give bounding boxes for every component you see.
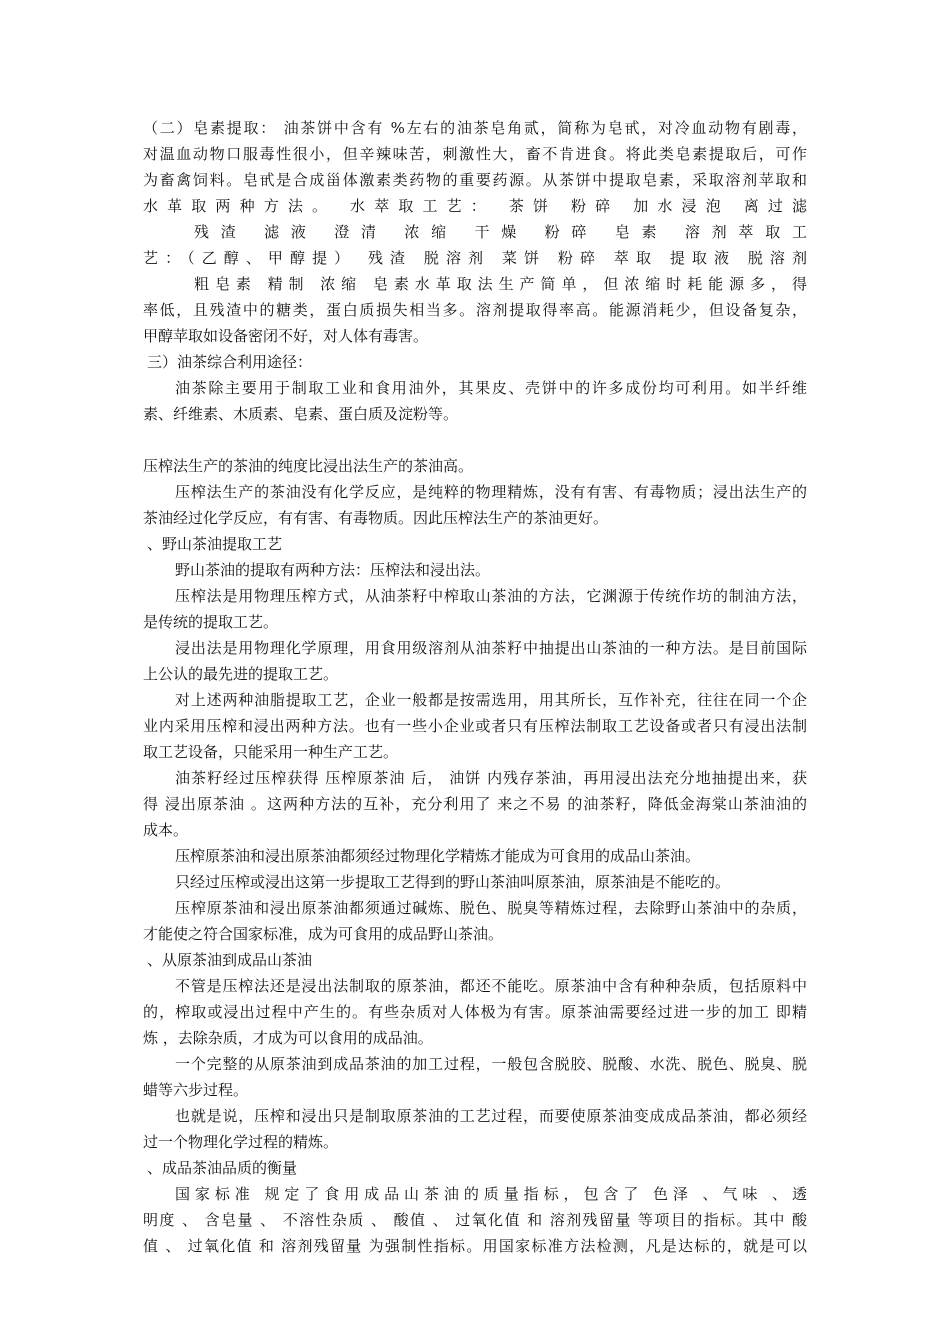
text-line: 浸出法是用物理化学原理，用食用级溶剂从油茶籽中抽提出山茶油的一种方法。是目前国际 <box>175 639 807 657</box>
text-line: 才能使之符合国家标准，成为可食用的成品野山茶油。 <box>143 925 504 943</box>
text-line: 压榨法生产的茶油没有化学反应，是纯粹的物理精炼，没有有害、有毒物质；浸出法生产的 <box>175 483 807 501</box>
text-line: 压榨原茶油和浸出原茶油都须经过物理化学精炼才能成为可食用的成品山茶油。 <box>175 847 701 865</box>
text-line: 水革取两种方法。 水萃取工艺： 茶饼 粉碎 加水浸泡 离过滤 <box>143 197 807 215</box>
text-line: 取工艺设备，只能采用一种生产工艺。 <box>143 743 399 761</box>
text-line: 压榨法是用物理压榨方式，从油茶籽中榨取山茶油的方法，它渊源于传统作坊的制油方法， <box>175 587 807 605</box>
text-line: 对温血动物口服毒性很小，但辛辣味苦，刺激性大，畜不肯进食。将此类皂素提取后，可作 <box>143 145 807 163</box>
text-line: 甲醇苹取如设备密闭不好，对人体有毒害。 <box>143 327 429 345</box>
text-line: 压榨原茶油和浸出原茶油都须通过碱炼、脱色、脱臭等精炼过程，去除野山茶油中的杂质， <box>175 899 807 917</box>
text-line: 的，榨取或浸出过程中产生的。有些杂质对人体极为有害。原茶油需要经过进一步的加工 即精 <box>143 1003 807 1021</box>
text-line: 只经过压榨或浸出这第一步提取工艺得到的野山茶油叫原茶油，原茶油是不能吃的。 <box>175 873 731 891</box>
text-line: （二）皂素提取： 油茶饼中含有 %左右的油茶皂角贰，简称为皂甙，对冷血动物有剧毒， <box>143 119 807 137</box>
section-heading: 、野山茶油提取工艺 <box>147 535 283 553</box>
text-line: 过一个物理化学过程的精炼。 <box>143 1133 339 1151</box>
text-line: 值 、 过氧化值 和 溶剂残留量 为强制性指标。用国家标准方法检测，凡是达标的，就是可以 <box>143 1237 807 1255</box>
text-line: 业内采用压榨和浸出两种方法。也有一些小企业或者只有压榨法制取工艺设备或者只有浸出法制 <box>143 717 807 735</box>
text-line: 野山茶油的提取有两种方法：压榨法和浸出法。 <box>175 561 491 579</box>
text-line: 率低，且残渣中的糖类，蛋白质损失相当多。溶剂提取得率高。能源消耗少，但设备复杂， <box>143 301 807 319</box>
text-line: 炼 ，去除杂质，才成为可以食用的成品油。 <box>143 1029 433 1047</box>
text-line: 茶油经过化学反应，有有害、有毒物质。因此压榨法生产的茶油更好。 <box>143 509 609 527</box>
text-line: 一个完整的从原茶油到成品茶油的加工过程，一般包含脱胶、脱酸、水洗、脱色、脱臭、脱 <box>175 1055 807 1073</box>
text-line: 压榨法生产的茶油的纯度比浸出法生产的茶油高。 <box>143 457 474 475</box>
text-line: 不管是压榨法还是浸出法制取的原茶油，都还不能吃。原茶油中含有种种杂质，包括原料中 <box>175 977 807 995</box>
section-heading: 三）油茶综合利用途径： <box>147 353 313 371</box>
text-line: 粗皂素 精制 浓缩 皂素水革取法生产简单，但浓缩时耗能源多，得 <box>194 275 807 293</box>
text-line: 对上述两种油脂提取工艺，企业一般都是按需选用，用其所长，互作补充，往往在同一个企 <box>175 691 807 709</box>
text-line: 国家标准 规定了食用成品山茶油的质量指标，包含了 色泽 、气味 、透 <box>175 1185 807 1203</box>
section-heading: 、成品茶油品质的衡量 <box>147 1159 298 1177</box>
text-line: 蜡等六步过程。 <box>143 1081 249 1099</box>
text-line: 艺：（乙醇、甲醇提） 残渣 脱溶剂 菜饼 粉碎 萃取 提取液 脱溶剂 <box>143 249 807 267</box>
text-line: 成本。 <box>143 821 189 839</box>
text-line: 上公认的最先进的提取工艺。 <box>143 665 339 683</box>
text-line: 油茶籽经过压榨获得 压榨原茶油 后， 油饼 内残存茶油，再用浸出法充分地抽提出来，获 <box>175 769 807 787</box>
text-line: 是传统的提取工艺。 <box>143 613 279 631</box>
text-line: 也就是说，压榨和浸出只是制取原茶油的工艺过程，而要使原茶油变成成品茶油，都必须经 <box>175 1107 807 1125</box>
text-line: 油茶除主要用于制取工业和食用油外，其果皮、壳饼中的许多成份均可利用。如半纤维 <box>175 379 807 397</box>
text-line: 素、纤维素、木质素、皂素、蛋白质及淀粉等。 <box>143 405 459 423</box>
text-line: 残渣 滤液 澄清 浓缩 干燥 粉碎 皂素 溶剂萃取工 <box>194 223 807 241</box>
text-line: 为畜禽饲料。皂甙是合成甾体激素类药物的重要药源。从茶饼中提取皂素，采取溶剂苹取和 <box>143 171 807 189</box>
text-line: 明度 、 含皂量 、 不溶性杂质 、 酸值 、 过氧化值 和 溶剂残留量 等项目的指标。其中 酸 <box>143 1211 807 1229</box>
text-line: 得 浸出原茶油 。这两种方法的互补，充分利用了 来之不易 的油茶籽，降低金海棠山茶油油的 <box>143 795 807 813</box>
section-heading: 、从原茶油到成品山茶油 <box>147 951 313 969</box>
